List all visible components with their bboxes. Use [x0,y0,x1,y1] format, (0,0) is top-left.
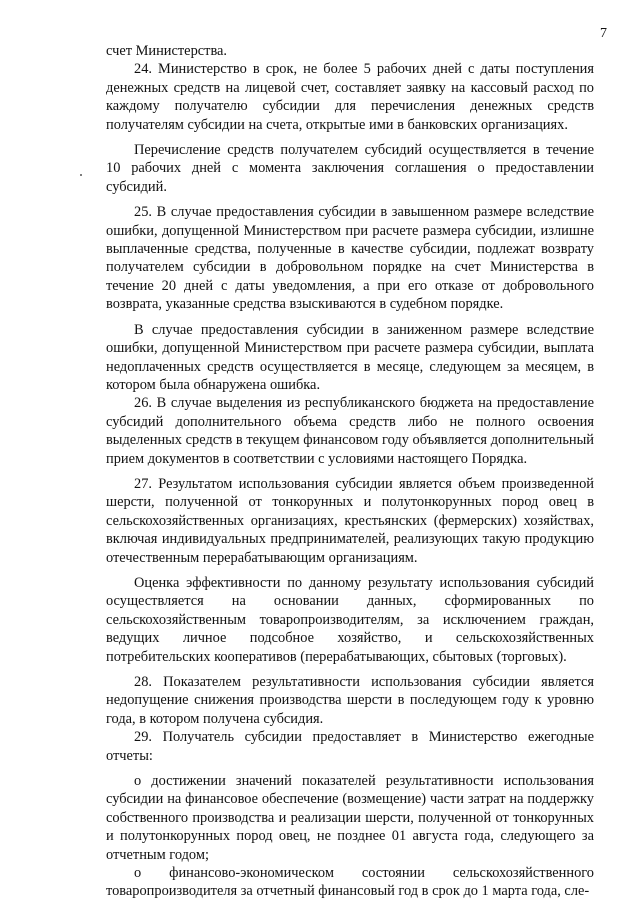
scan-mark [80,174,82,176]
paragraph-29-report-financial: о финансово-экономическом состоянии сельскохозяйственного товаропроизводителя за отчетный финансовый год в срок до 1 марта года, сле- [106,865,594,900]
paragraph-25-underpayment: В случае предоставления субсидии в заниженном размере вследствие ошибки, допущенной Министерством при расчете размера субсидии, выплата недоплаченных средств осуществляется в месяце, следующем за месяцем, в котором была обнаружена ошибка. [106,321,594,393]
document-body [106,42,594,901]
page-number: 7 [600,26,607,41]
paragraph-24-transfer: Перечисление средств получателем субсидий осуществляется в течение 10 рабочих дней с момента заключения соглашения о предоставлении субсидий. [106,142,594,195]
paragraph-28: 28. Показателем результативности использования субсидии является недопущение снижения производства шерсти в последующем году к уровню года, в котором получена субсидия. [106,674,594,727]
paragraph-24: 24. Министерство в срок, не более 5 рабочих дней с даты поступления денежных средств на лицевой счет, составляет заявку на кассовый расход по каждому получателю субсидии для перечисления денежных средств получателям субсидии на счета, открытые ими в банковских организациях. [106,61,594,133]
paragraph-27: 27. Результатом использования субсидии является объем произведенной шерсти, полученной от тонкорунных и полутонкорунных пород овец в сельскохозяйственных организациях, крестьянских (фермерских) хозяйствах, включая индивидуальных предпринимателей, реализующих такую продукцию отечественным перерабатывающим организациям. [106,475,594,566]
paragraph-29: 29. Получатель субсидии предоставляет в Министерство ежегодные отчеты: [106,729,594,764]
paragraph-25: 25. В случае предоставления субсидии в завышенном размере вследствие ошибки, допущенной Министерством при расчете размера субсидии, излишне выплаченные средства, полученные в качестве субсидии, подлежат возврату получателем субсидии в добровольном порядке на счет Министерства в течение 20 дней с даты уведомления, а при его отказе от добровольного возврата, указанные средства взыскиваются в судебном порядке. [106,204,594,313]
paragraph-continuation: счет Министерства. [106,43,228,59]
paragraph-26: 26. В случае выделения из республиканского бюджета на предоставление субсидий дополнительного объема средств либо не полного освоения выделенных средств в текущем финансовом году объявляется дополнительный прием документов в соответствии с условиями настоящего Порядка. [106,395,594,467]
paragraph-27-evaluation: Оценка эффективности по данному результату использования субсидий осуществляется на основании данных, сформированных по сельскохозяйственным товаропроизводителям, за исключением граждан, ведущих личное подсобное хозяйство, и сельскохозяйственных потребительских кооперативов (перерабатывающих, сбытовых (торговых). [106,574,594,665]
paragraph-29-report-indicators: о достижении значений показателей результативности использования субсидии на финансовое обеспечение (возмещение) части затрат на поддержку собственного производства и реализации шерсти, полученной от тонкорунных и полутонкорунных пород овец, не позднее 01 августа года, следующего за отчетным годом; [106,773,594,863]
